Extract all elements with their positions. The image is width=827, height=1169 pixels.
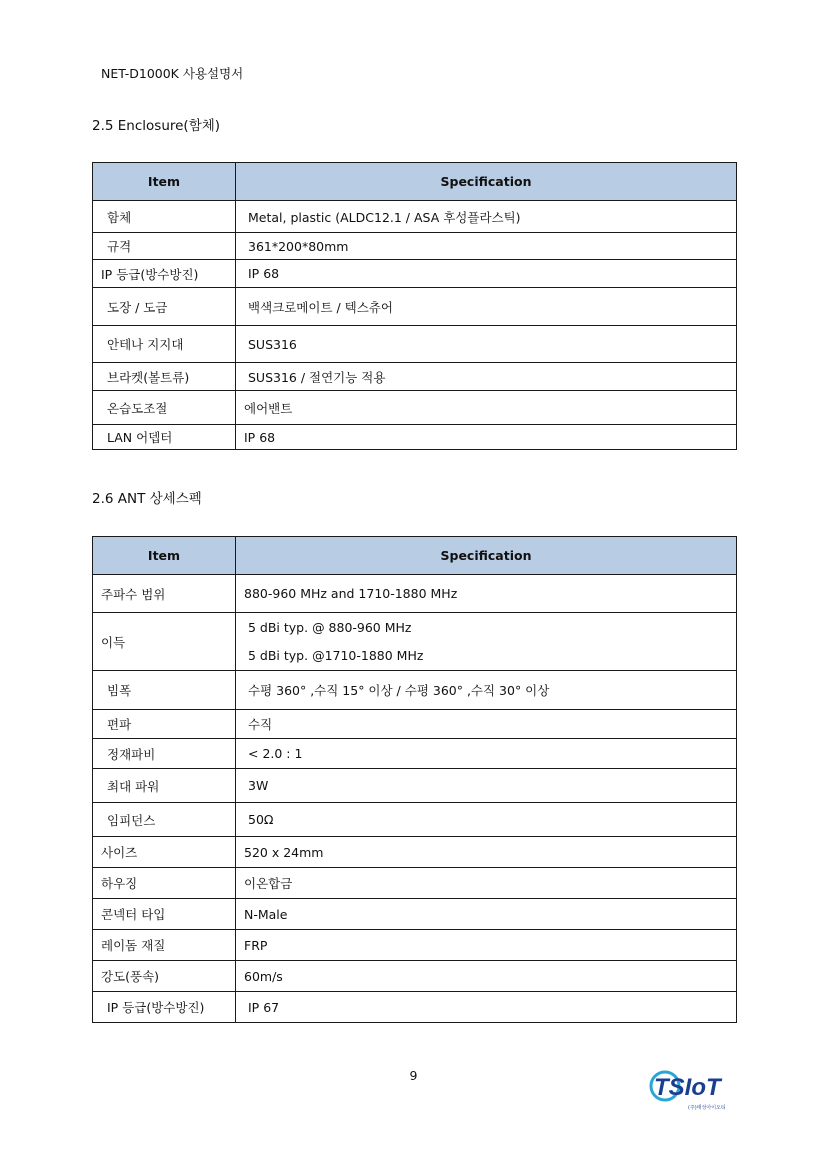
table-header-row: [93, 537, 737, 575]
logo-text: TSIoT: [654, 1074, 721, 1101]
table-row: [93, 613, 737, 671]
tsiot-logo: [648, 1062, 734, 1112]
document-header: NET-D1000K 사용설명서: [101, 66, 244, 81]
table-row: [93, 288, 737, 326]
spec-line: 5 dBi typ. @ 880-960 MHz: [248, 619, 412, 635]
spec-cell: Metal, plastic (ALDC12.1 / ASA 후성플라스틱): [236, 201, 737, 233]
spec-cell: IP 68: [236, 260, 737, 288]
item-cell: 온습도조절: [93, 391, 236, 425]
item-cell: 사이즈: [93, 837, 236, 868]
table-row: [93, 868, 737, 899]
table-row: [93, 710, 737, 739]
table-row: [93, 260, 737, 288]
spec-cell: SUS316 / 절연기능 적용: [236, 363, 737, 391]
spec-cell: 수직: [236, 710, 737, 739]
section-title-enclosure: 2.5 Enclosure(함체): [92, 118, 221, 134]
spec-cell: 520 x 24mm: [236, 837, 737, 868]
table-row: [93, 363, 737, 391]
item-cell: 하우징: [93, 868, 236, 899]
spec-cell: [236, 613, 737, 671]
table-row: [93, 201, 737, 233]
table-row: [93, 233, 737, 260]
table-row: [93, 899, 737, 930]
item-cell: LAN 어뎁터: [93, 425, 236, 450]
item-cell: 이득: [93, 613, 236, 671]
table-row: [93, 425, 737, 450]
item-cell: 강도(풍속): [93, 961, 236, 992]
spec-cell: N-Male: [236, 899, 737, 930]
spec-cell: 880-960 MHz and 1710-1880 MHz: [236, 575, 737, 613]
spec-cell: IP 68: [236, 425, 737, 450]
table-row: [93, 739, 737, 769]
column-header-item: Item: [93, 163, 236, 201]
item-cell: 레이돔 재질: [93, 930, 236, 961]
column-header-specification: Specification: [236, 537, 737, 575]
spec-cell: IP 67: [236, 992, 737, 1023]
table-row: [93, 391, 737, 425]
item-cell: 콘넥터 타입: [93, 899, 236, 930]
spec-cell: SUS316: [236, 326, 737, 363]
item-cell: 주파수 범위: [93, 575, 236, 613]
ant-spec-table: [92, 536, 737, 1023]
item-cell: 안테나 지지대: [93, 326, 236, 363]
item-cell: 편파: [93, 710, 236, 739]
table-row: [93, 326, 737, 363]
item-cell: IP 등급(방수방진): [93, 260, 236, 288]
logo-subtext: (주)태성아이오티: [688, 1105, 726, 1111]
spec-cell: 60m/s: [236, 961, 737, 992]
spec-cell: < 2.0 : 1: [236, 739, 737, 769]
item-cell: 함체: [93, 201, 236, 233]
table-row: [93, 961, 737, 992]
table-row: [93, 769, 737, 803]
table-row: [93, 837, 737, 868]
spec-cell: 수평 360° ,수직 15° 이상 / 수평 360° ,수직 30° 이상: [236, 671, 737, 710]
table-row: [93, 575, 737, 613]
table-header-row: [93, 163, 737, 201]
item-cell: 도장 / 도금: [93, 288, 236, 326]
item-cell: 브라켓(볼트류): [93, 363, 236, 391]
spec-cell: 361*200*80mm: [236, 233, 737, 260]
spec-cell: 50Ω: [236, 803, 737, 837]
section-title-ant-spec: 2.6 ANT 상세스펙: [92, 491, 202, 507]
spec-line: 5 dBi typ. @1710-1880 MHz: [248, 647, 424, 663]
item-cell: IP 등급(방수방진): [93, 992, 236, 1023]
table-row: [93, 671, 737, 710]
table-row: [93, 930, 737, 961]
spec-cell: 이온합금: [236, 868, 737, 899]
table-row: [93, 992, 737, 1023]
table-row: [93, 803, 737, 837]
item-cell: 최대 파워: [93, 769, 236, 803]
column-header-specification: Specification: [236, 163, 737, 201]
item-cell: 규격: [93, 233, 236, 260]
spec-cell: FRP: [236, 930, 737, 961]
item-cell: 정재파비: [93, 739, 236, 769]
column-header-item: Item: [93, 537, 236, 575]
item-cell: 임피던스: [93, 803, 236, 837]
spec-cell: 백색크로메이트 / 텍스츄어: [236, 288, 737, 326]
item-cell: 빔폭: [93, 671, 236, 710]
enclosure-spec-table: [92, 162, 737, 450]
spec-cell: 에어밴트: [236, 391, 737, 425]
spec-cell: 3W: [236, 769, 737, 803]
page-number: 9: [409, 1068, 418, 1083]
